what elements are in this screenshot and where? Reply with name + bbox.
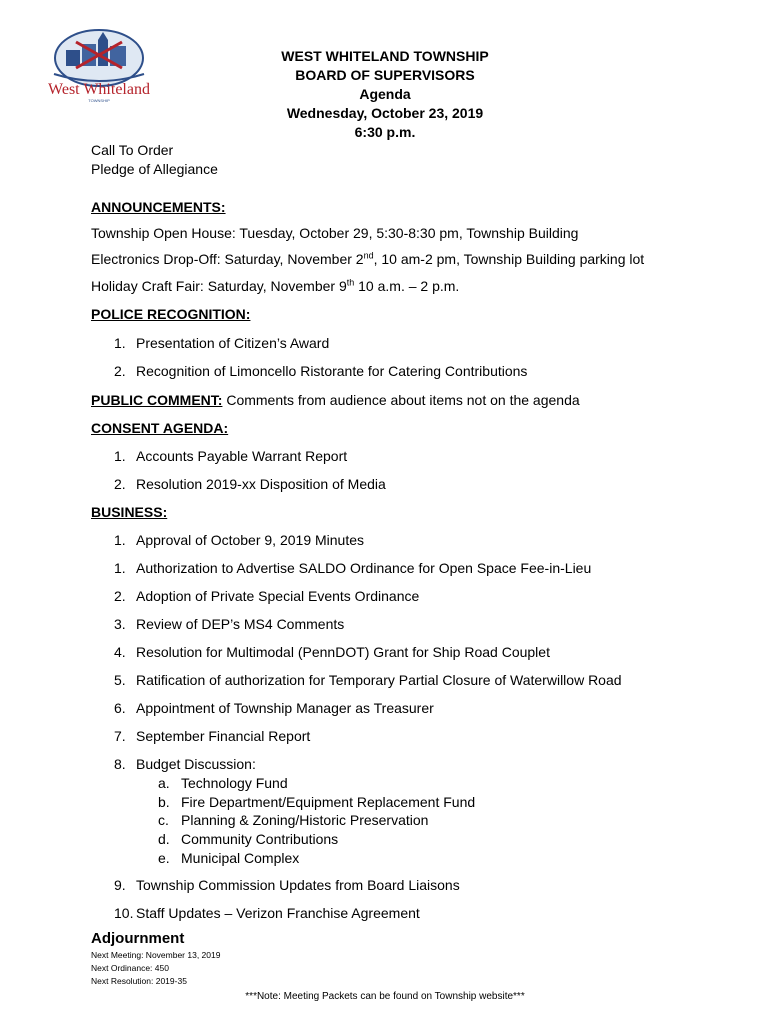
budget-sub-item: a. Technology Fund bbox=[158, 775, 288, 791]
list-item: 1. Approval of October 9, 2019 Minutes bbox=[114, 532, 365, 548]
business-heading: BUSINESS: bbox=[91, 504, 168, 520]
public-comment-text: Comments from audience about items not on the agenda bbox=[222, 392, 580, 408]
logo-subtext: TOWNSHIP bbox=[88, 98, 110, 103]
next-meeting: Next Meeting: November 13, 2019 bbox=[91, 950, 221, 960]
header-line3: Agenda bbox=[359, 86, 411, 102]
electronics-text-b: , 10 am-2 pm, Township Building parking lot bbox=[373, 251, 645, 267]
header-line5: 6:30 p.m. bbox=[354, 124, 416, 140]
header-line4: Wednesday, October 23, 2019 bbox=[286, 105, 484, 121]
list-item: 8. Budget Discussion: bbox=[114, 756, 256, 772]
list-item: 5. Ratification of authorization for Temporary Partial Closure of Waterwillow Road bbox=[114, 672, 622, 688]
list-item: 6. Appointment of Township Manager as Treasurer bbox=[114, 700, 434, 716]
list-item: 7. September Financial Report bbox=[114, 728, 311, 744]
craft-sup: th bbox=[346, 277, 355, 288]
public-comment-heading: PUBLIC COMMENT: bbox=[91, 392, 223, 408]
announcements-heading: ANNOUNCEMENTS: bbox=[91, 199, 226, 215]
logo-text: West Whiteland bbox=[48, 81, 150, 98]
meeting-packets-note: ***Note: Meeting Packets can be found on Township website*** bbox=[245, 991, 525, 1002]
consent-heading: CONSENT AGENDA: bbox=[91, 420, 229, 436]
list-item: 1. Accounts Payable Warrant Report bbox=[114, 448, 348, 464]
list-item: 2. Resolution 2019-xx Disposition of Media bbox=[114, 476, 386, 492]
craft-text-a: Holiday Craft Fair: Saturday, November 9 bbox=[91, 278, 347, 294]
list-item: 1. Authorization to Advertise SALDO Ordinance for Open Space Fee-in-Lieu bbox=[114, 560, 592, 576]
public-comment bbox=[91, 391, 580, 409]
budget-sub-item: d. Community Contributions bbox=[158, 831, 339, 847]
next-resolution: Next Resolution: 2019-35 bbox=[91, 976, 187, 986]
list-item: 3. Review of DEP’s MS4 Comments bbox=[114, 616, 345, 632]
list-item: 10. Staff Updates – Verizon Franchise Agreement bbox=[114, 905, 420, 921]
list-item: 9. Township Commission Updates from Board Liaisons bbox=[114, 877, 460, 893]
announcement-electronics bbox=[91, 250, 644, 268]
agenda-header bbox=[200, 47, 570, 142]
header-line1: WEST WHITELAND TOWNSHIP bbox=[281, 48, 489, 64]
next-ordinance: Next Ordinance: 450 bbox=[91, 963, 169, 973]
craft-text-b: 10 a.m. – 2 p.m. bbox=[354, 278, 460, 294]
list-item: 4. Resolution for Multimodal (PennDOT) Grant for Ship Road Couplet bbox=[114, 644, 550, 660]
list-item: 2. Recognition of Limoncello Ristorante for Catering Contributions bbox=[114, 363, 528, 379]
list-item: 1. Presentation of Citizen’s Award bbox=[114, 335, 330, 351]
adjournment-heading: Adjournment bbox=[91, 930, 185, 947]
township-logo bbox=[36, 28, 162, 104]
electronics-text-a: Electronics Drop-Off: Saturday, November 2 bbox=[91, 251, 364, 267]
township-seal-icon bbox=[36, 28, 162, 104]
list-item: 2. Adoption of Private Special Events Ordinance bbox=[114, 588, 420, 604]
announcement-open-house: Township Open House: Tuesday, October 29, 5:30-8:30 pm, Township Building bbox=[91, 225, 579, 241]
police-heading: POLICE RECOGNITION: bbox=[91, 306, 251, 322]
budget-sub-item: c. Planning & Zoning/Historic Preservation bbox=[158, 812, 429, 828]
pledge-of-allegiance: Pledge of Allegiance bbox=[91, 161, 218, 177]
budget-sub-item: e. Municipal Complex bbox=[158, 850, 300, 866]
header-line2: BOARD OF SUPERVISORS bbox=[295, 67, 475, 83]
electronics-sup: nd bbox=[363, 250, 374, 261]
announcement-craft-fair bbox=[91, 277, 459, 295]
budget-sub-item: b. Fire Department/Equipment Replacement Fund bbox=[158, 794, 476, 810]
call-to-order: Call To Order bbox=[91, 142, 174, 158]
